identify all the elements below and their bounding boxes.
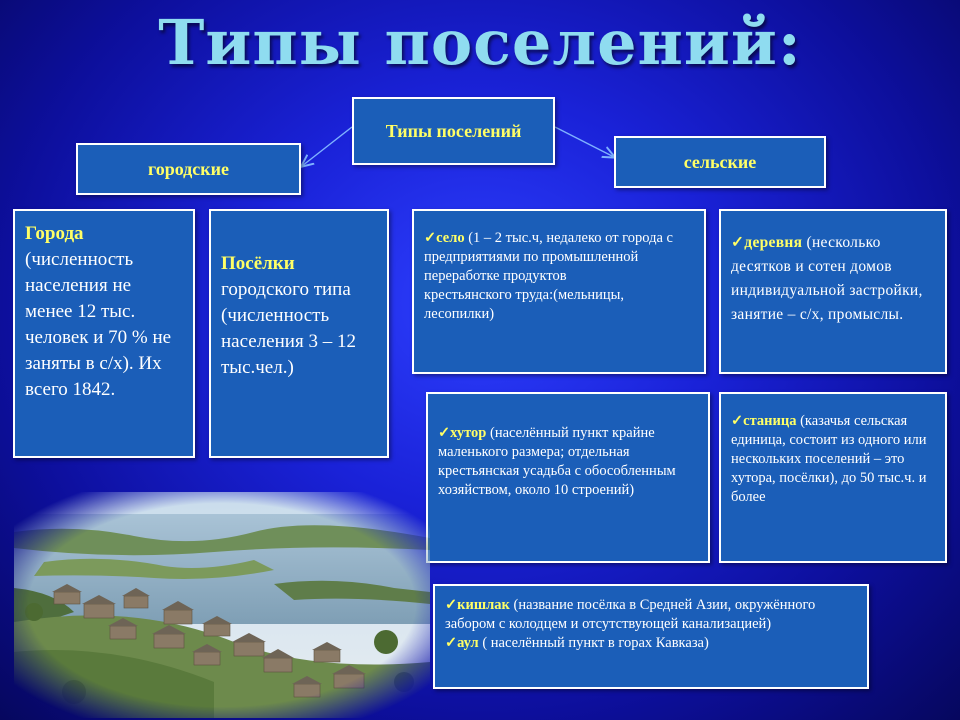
khutor-desc: (населённый пункт крайне маленького размера; отдельная крестьянская усадьба с обособленным хозяйством, около 10 строений) [438, 425, 676, 498]
city-name: Города [25, 223, 84, 244]
urban-category-label: городские [147, 158, 230, 179]
arrow-to-urban [302, 127, 352, 166]
selo-desc: (1 – 2 тыс.ч, недалеко от города с предприятиями по промышленной переработке продуктов [424, 230, 673, 284]
derevnya-box [719, 209, 947, 374]
selo-desc-2: крестьянского труда:(мельницы, лесопилки) [424, 287, 625, 322]
derevnya-desc: (несколько десятков и сотен домов индивидуальной застройки, занятие – с/х, промыслы. [731, 234, 923, 323]
aul-desc: ( населённый пункт в горах Кавказа) [478, 635, 709, 651]
city-desc: (численность населения не менее 12 тыс. человек и 70 % не заняты в с/х). Их всего 1842. [25, 249, 172, 400]
kishlak-aul-box [433, 584, 869, 689]
check-icon: ✓ [731, 413, 744, 429]
town-desc: городского типа (численность населения 3 – 12 тыс.чел.) [221, 279, 356, 378]
derevnya-name: деревня [744, 234, 803, 251]
rural-category-box [614, 136, 826, 188]
city-box [13, 209, 195, 458]
root-label: Типы поселений [385, 120, 522, 141]
check-icon: ✓ [731, 234, 745, 251]
urban-category-box [76, 143, 301, 195]
selo-name: село [436, 230, 465, 246]
stanitsa-desc: (казачья сельская единица, состоит из одного или нескольких поселений – это хутора, посёлки), до 50 тыс.ч. и более [731, 413, 927, 505]
aul-name: аул [457, 635, 479, 651]
page-title: Типы поселений: [158, 6, 802, 79]
arrow-to-rural [555, 127, 614, 157]
stanitsa-box [719, 392, 947, 563]
khutor-box [426, 392, 710, 563]
root-box [352, 97, 555, 165]
khutor-name: хутор [450, 425, 487, 441]
check-icon: ✓ [445, 597, 458, 613]
town-name: Посёлки [221, 253, 295, 274]
check-icon: ✓ [445, 635, 458, 651]
check-icon: ✓ [424, 230, 437, 246]
check-icon: ✓ [438, 425, 451, 441]
kishlak-name: кишлак [457, 597, 510, 613]
kishlak-desc: (название посёлка в Средней Азии, окружённого забором с колодцем и отсутствующей канализацией) [445, 597, 816, 632]
village-photo [14, 492, 430, 718]
stanitsa-name: станица [743, 413, 797, 429]
selo-box [412, 209, 706, 374]
town-box [209, 209, 389, 458]
rural-category-label: сельские [683, 151, 757, 172]
